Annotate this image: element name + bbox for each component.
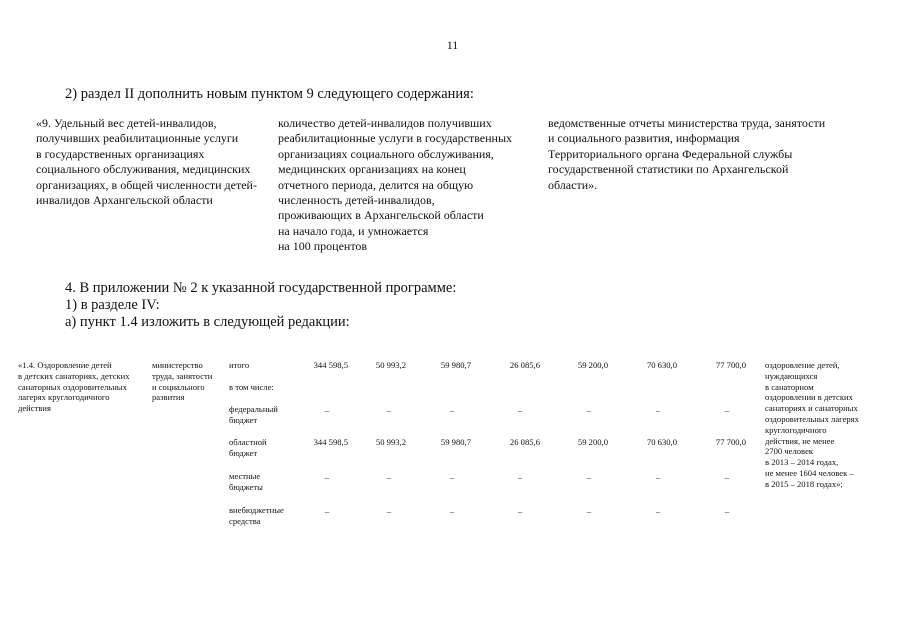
indicator-source-line: Территориального органа Федеральной службы xyxy=(548,146,793,161)
funding-value-cell: – xyxy=(449,405,455,415)
measure-result-line: санаториях и санаторных xyxy=(765,403,858,414)
measure-result-line: 2700 человек xyxy=(765,446,814,457)
indicator-source-line: ведомственные отчеты министерства труда, занятости xyxy=(548,116,826,130)
funding-value-cell: – xyxy=(517,405,523,415)
funding-value-cell: 70 630,0 xyxy=(646,437,677,447)
indicator-name-line: социального обслуживания, медицинских xyxy=(36,162,251,177)
indicator-method-line: медицинских организациях на конец xyxy=(278,162,466,177)
funding-source-label-line: в том числе: xyxy=(229,382,274,392)
funding-value-cell: – xyxy=(324,506,330,516)
funding-value-cell: – xyxy=(386,472,392,482)
measure-result-line: действия, не менее xyxy=(765,435,835,446)
measure-executor-line: и социального xyxy=(152,381,205,392)
measure-result-line: оздоровительных лагерях xyxy=(765,413,859,424)
measure-result-line: оздоровлении в детских xyxy=(765,392,853,403)
funding-value-cell: 77 700,0 xyxy=(715,437,746,447)
page-number: 11 xyxy=(446,38,459,52)
funding-value-cell: – xyxy=(517,506,523,516)
indicator-name-line: инвалидов Архангельской области xyxy=(36,193,213,208)
measure-result-line: нуждающихся xyxy=(765,370,818,381)
funding-value-cell: – xyxy=(586,506,592,516)
funding-value-cell: 26 085,6 xyxy=(509,360,540,370)
indicator-method-line: организациях социального обслуживания, xyxy=(278,146,494,161)
funding-value-cell: – xyxy=(724,506,730,516)
funding-source-label xyxy=(229,404,299,426)
measure-name-line: в детских санаториях, детских xyxy=(18,370,130,381)
indicator-method-line: проживающих в Архангельской области xyxy=(278,208,484,223)
funding-value-cell: 344 598,5 xyxy=(313,437,348,447)
measure-name-line: «1.4. Оздоровление детей xyxy=(18,360,112,370)
funding-value-cell: – xyxy=(586,472,592,482)
funding-value-cell: 59 980,7 xyxy=(440,360,471,370)
measure-result-line: в 2013 – 2014 годах, xyxy=(765,457,839,468)
funding-value-cell: – xyxy=(655,472,661,482)
funding-value-cell: – xyxy=(324,405,330,415)
funding-source-label-line: областной xyxy=(229,437,267,447)
indicator-method-line: реабилитационные услуги в государственных xyxy=(278,131,513,146)
funding-value-cell: 50 993,2 xyxy=(375,437,406,447)
measure-name-line: лагерях круглогодичного xyxy=(18,392,110,403)
indicator-source-line: области». xyxy=(548,177,598,192)
measure-result-line: в 2015 – 2018 годах»; xyxy=(765,478,843,489)
indicator-method-line: отчетного периода, делится на общую xyxy=(278,177,474,192)
indicator-name-line: в государственных организациях xyxy=(36,146,205,161)
item-4-1-paragraph: 1) в разделе IV: xyxy=(65,297,160,313)
indicator-source-line: государственной статистики по Архангельской xyxy=(548,162,789,177)
item-4-paragraph: 4. В приложении № 2 к указанной государственной программе: xyxy=(65,280,457,296)
funding-value-cell: 70 630,0 xyxy=(646,360,677,370)
indicator-name-line: получивших реабилитационные услуги xyxy=(36,131,239,146)
measure-expected-result xyxy=(765,360,895,490)
funding-value-cell: 344 598,5 xyxy=(313,360,348,370)
funding-source-label xyxy=(229,382,299,393)
funding-source-label-line: средства xyxy=(229,515,261,526)
funding-value-cell: – xyxy=(449,472,455,482)
indicator-method-line: на начало года, и умножается xyxy=(278,223,429,238)
funding-source-label-line: бюджеты xyxy=(229,481,263,492)
indicator-method-line: численность детей-инвалидов, xyxy=(278,193,435,208)
item-4-1-a-paragraph: а) пункт 1.4 изложить в следующей редакции: xyxy=(65,314,350,330)
funding-value-cell: – xyxy=(655,405,661,415)
measure-result-line: не менее 1604 человек – xyxy=(765,467,854,478)
funding-value-cell: 50 993,2 xyxy=(375,360,406,370)
funding-source-label-line: бюджет xyxy=(229,447,258,458)
funding-value-cell: – xyxy=(449,506,455,516)
funding-source-label-line: бюджет xyxy=(229,414,258,425)
funding-source-label-line: местные xyxy=(229,471,261,481)
measure-executor-line: труда, занятости xyxy=(152,370,213,381)
indicator-name-line: организациях, в общей численности детей- xyxy=(36,177,257,192)
funding-source-label xyxy=(229,505,299,527)
funding-value-cell: 77 700,0 xyxy=(715,360,746,370)
funding-source-label-line: федеральный xyxy=(229,404,278,414)
measure-result-line: круглогодичного xyxy=(765,424,827,435)
indicator-method-line: на 100 процентов xyxy=(278,239,368,254)
measure-result-line: в санаторном xyxy=(765,381,814,392)
measure-executor-line: министерство xyxy=(152,360,203,370)
indicator-source-line: и социального развития, информация xyxy=(548,131,740,146)
indicator-name-line: «9. Удельный вес детей-инвалидов, xyxy=(36,116,217,130)
funding-value-cell: – xyxy=(655,506,661,516)
funding-value-cell: – xyxy=(586,405,592,415)
indicator-method-line: количество детей-инвалидов получивших xyxy=(278,116,492,130)
measure-executor-line: развития xyxy=(152,392,185,403)
funding-source-label-line: внебюджетные xyxy=(229,505,284,515)
measure-result-line: оздоровление детей, xyxy=(765,360,840,370)
funding-value-cell: – xyxy=(517,472,523,482)
funding-value-cell: – xyxy=(724,405,730,415)
funding-value-cell: 59 200,0 xyxy=(577,437,608,447)
funding-value-cell: 59 980,7 xyxy=(440,437,471,447)
funding-source-label-line: итого xyxy=(229,360,250,370)
measure-name-line: действия xyxy=(18,403,51,414)
funding-value-cell: – xyxy=(724,472,730,482)
funding-value-cell: – xyxy=(386,506,392,516)
measure-name-line: санаторных оздоровительных xyxy=(18,381,127,392)
amendment-2-paragraph: 2) раздел II дополнить новым пунктом 9 следующего содержания: xyxy=(65,86,474,102)
funding-value-cell: 26 085,6 xyxy=(509,437,540,447)
funding-value-cell: – xyxy=(386,405,392,415)
funding-source-label xyxy=(229,471,299,493)
funding-value-cell: 59 200,0 xyxy=(577,360,608,370)
funding-value-cell: – xyxy=(324,472,330,482)
